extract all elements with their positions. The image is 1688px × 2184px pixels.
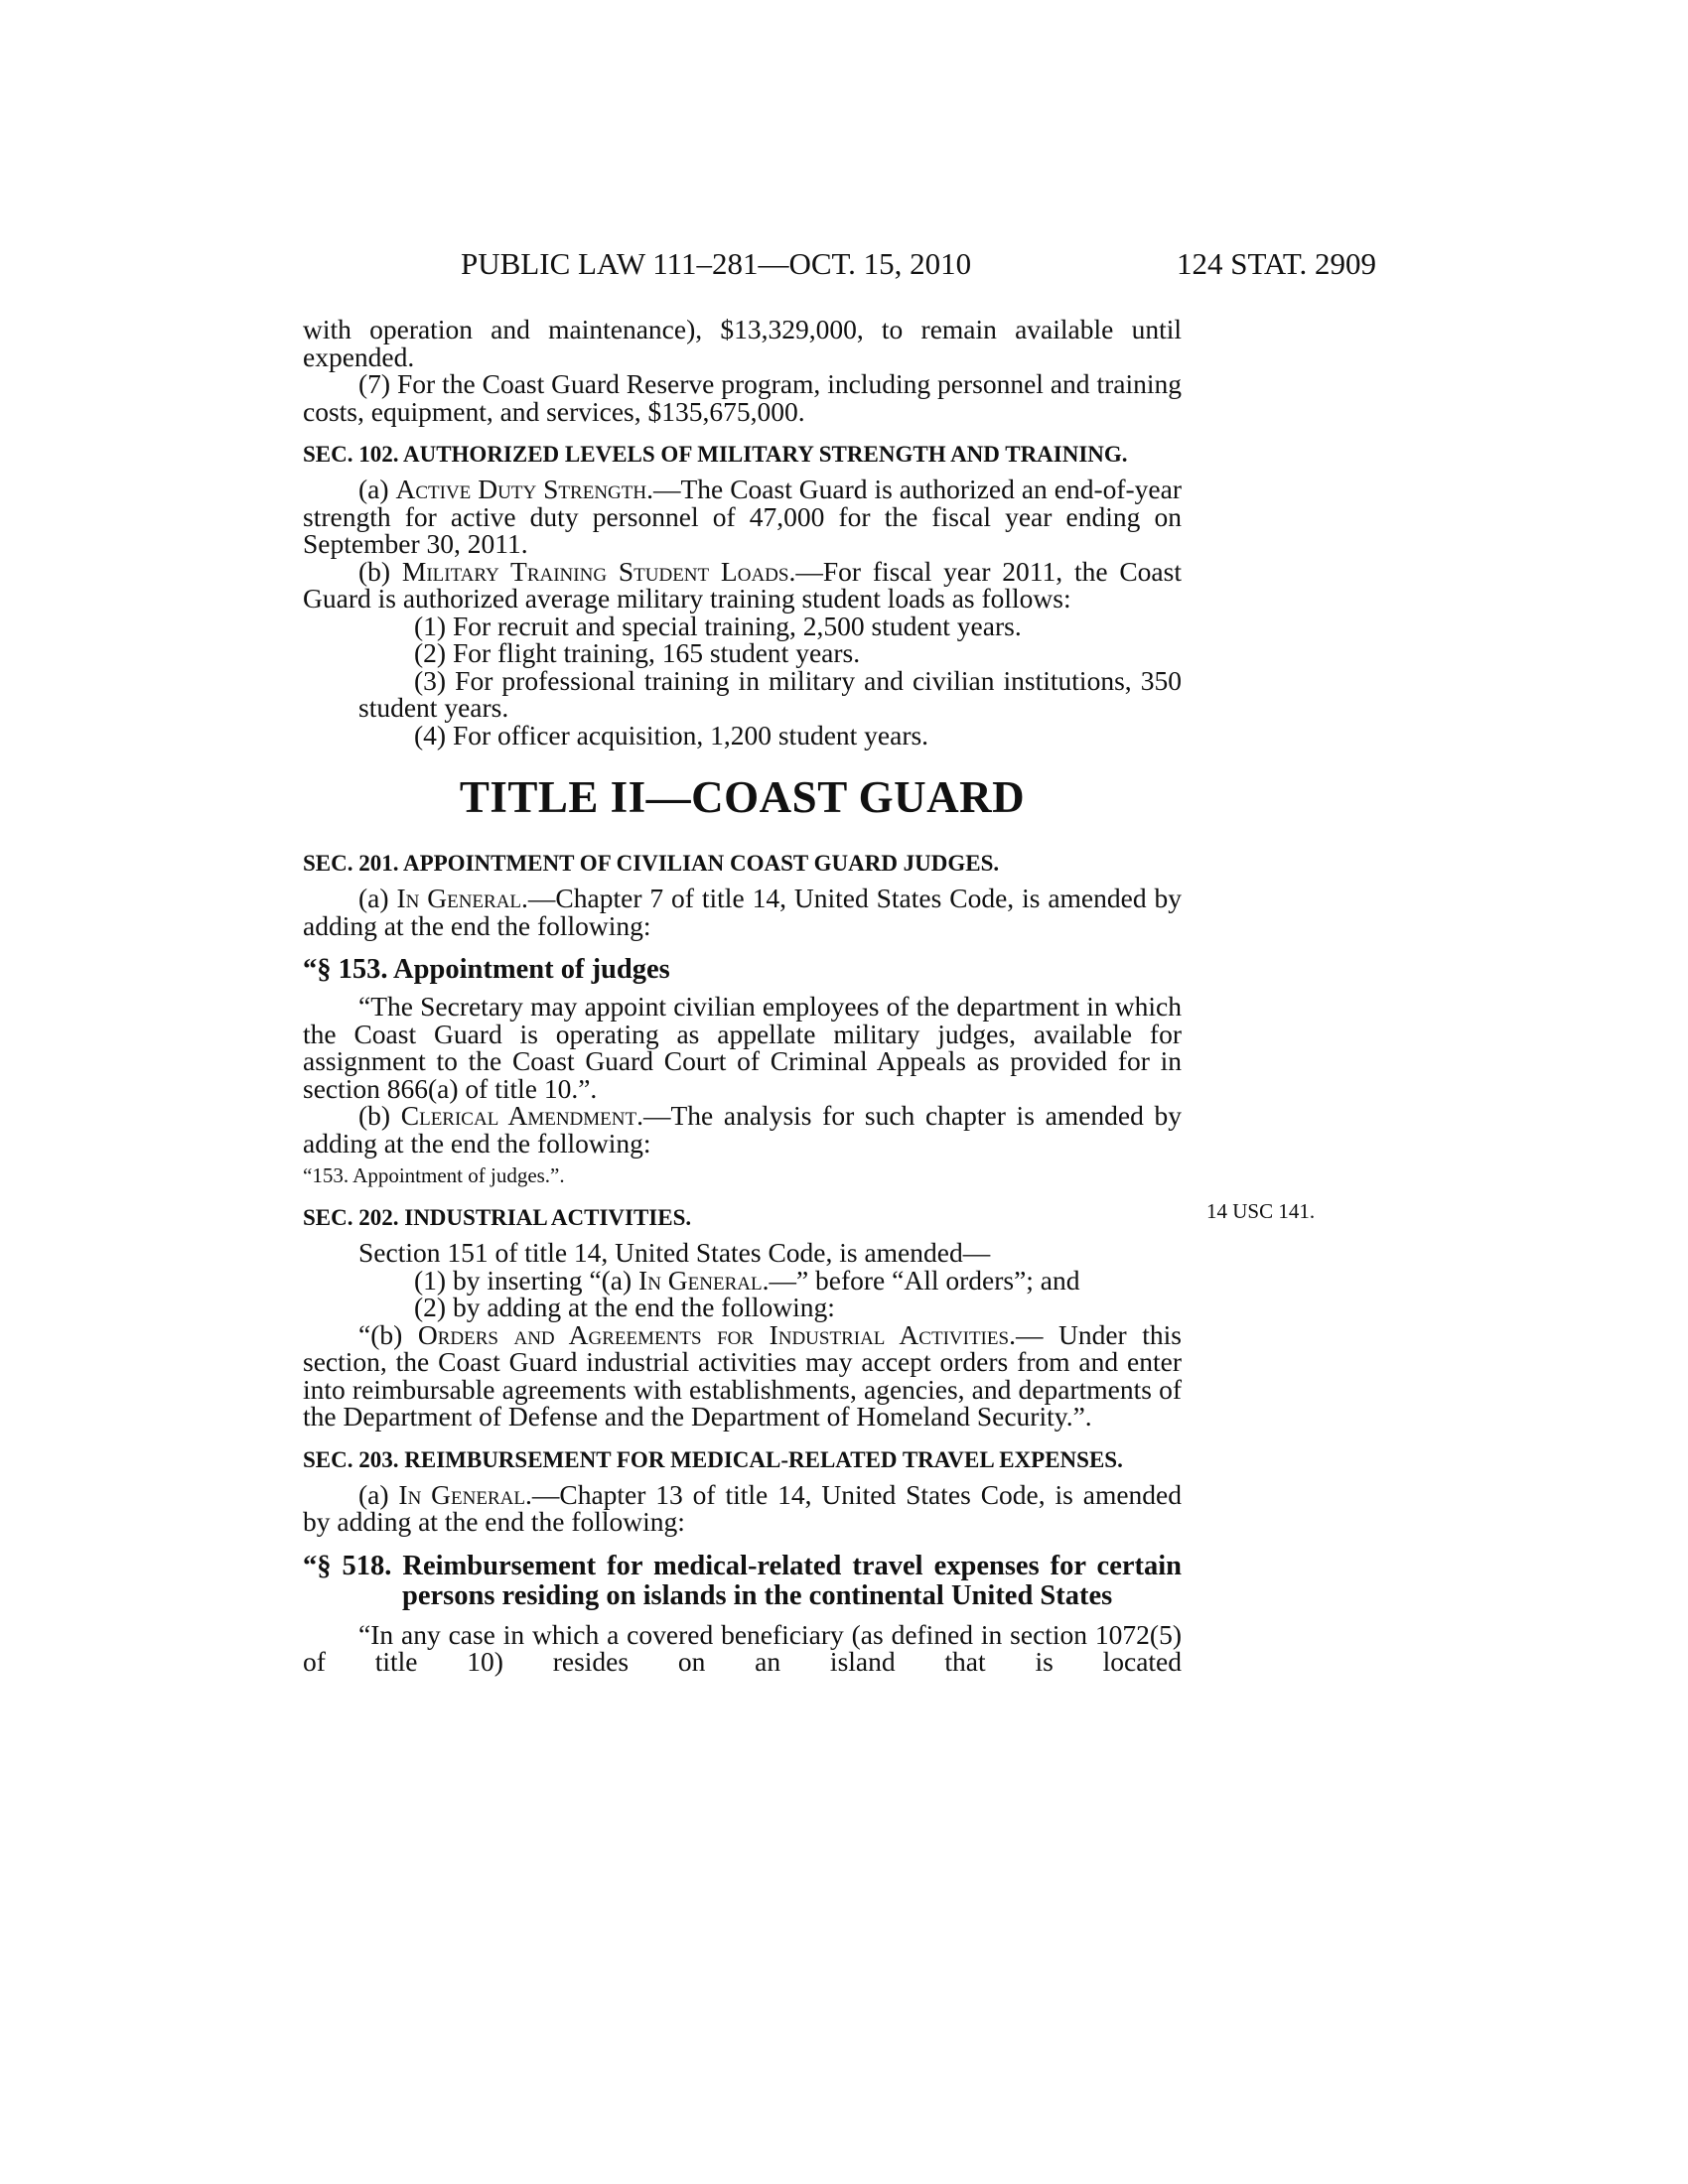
sec-203-a-heading: In General bbox=[398, 1478, 525, 1510]
sec-102-heading: SEC. 102. AUTHORIZED LEVELS OF MILITARY STRENGTH AND TRAINING. bbox=[303, 442, 1128, 467]
sec-201-b bbox=[303, 1102, 1182, 1157]
sec-203-a bbox=[303, 1478, 1182, 1537]
running-head: PUBLIC LAW 111–281—OCT. 15, 2010 bbox=[461, 246, 972, 281]
sec-203-a-text: .—Chapter 13 of title 14, United States Code, is amended by adding at the end the following: bbox=[303, 1478, 1182, 1537]
section-518-heading: “§ 518. Reimbursement for medical-related travel expenses for certain persons residing on islands in the continental United States bbox=[303, 1550, 1182, 1611]
sec-102-item-1: (1) For recruit and special training, 2,500 student years. bbox=[414, 610, 1022, 641]
sec-201-heading: SEC. 201. APPOINTMENT OF CIVILIAN COAST GUARD JUDGES. bbox=[303, 851, 1000, 876]
sec-201-b-lead: (b) bbox=[358, 1100, 401, 1131]
sec-102-a bbox=[303, 476, 1182, 558]
running-header bbox=[0, 246, 1688, 286]
section-153-text: “The Secretary may appoint civilian employees of the department in which the Coast Guard is operating as appellate military judges, available for assignment to the Coast Guard Court of Criminal Appeals as provided for in section 866(a) of title 10.”. bbox=[303, 991, 1182, 1104]
sec-202-item-1-b: .—” before “All orders”; and bbox=[762, 1264, 1080, 1296]
sec-202-item-1-heading: In General bbox=[638, 1264, 763, 1296]
sec-102-b-heading: Military Training Student Loads bbox=[401, 555, 789, 587]
sec-202-intro: Section 151 of title 14, United States Code, is amended— bbox=[358, 1237, 991, 1268]
sec-102-b-lead: (b) bbox=[358, 555, 402, 587]
continued-paragraph: with operation and maintenance), $13,329,000, to remain available until expended. bbox=[303, 314, 1182, 372]
sec-202-item-1 bbox=[303, 1264, 1182, 1296]
sec-102-item-2: (2) For flight training, 165 student years. bbox=[414, 637, 861, 668]
stat-page-number: 124 STAT. 2909 bbox=[1176, 246, 1376, 281]
sec-202-item-1-a: (1) by inserting “(a) bbox=[414, 1264, 639, 1296]
sec-201-a-lead: (a) bbox=[358, 883, 397, 913]
sec-201-a-text: .—Chapter 7 of title 14, United States Code, is amended by adding at the end the following: bbox=[303, 883, 1182, 941]
title-heading: TITLE II—COAST GUARD bbox=[459, 772, 1026, 822]
sec-201-b-heading: Clerical Amendment bbox=[400, 1100, 637, 1131]
sec-202-b-heading: Orders and Agreements for Industrial Activities bbox=[417, 1318, 1010, 1350]
section-518-text: “In any case in which a covered beneficiary (as defined in section 1072(5) of title 10) resides on an island that is located bbox=[303, 1618, 1182, 1677]
section-153-heading: “§ 153. Appointment of judges bbox=[303, 954, 670, 985]
sec-102-a-heading: Active Duty Strength bbox=[395, 474, 647, 504]
margin-note: 14 USC 141. bbox=[1206, 1199, 1316, 1223]
sec-102-a-text: .—The Coast Guard is authorized an end-of-year strength for active duty personnel of 47,000 for the fiscal year ending on September 30, 2011. bbox=[303, 474, 1182, 559]
sec-203-heading: SEC. 203. REIMBURSEMENT FOR MEDICAL-RELATED TRAVEL EXPENSES. bbox=[303, 1446, 1123, 1472]
sec-202-heading: SEC. 202. INDUSTRIAL ACTIVITIES. bbox=[303, 1205, 692, 1230]
sec-202-item-2: (2) by adding at the end the following: bbox=[414, 1292, 835, 1322]
sec-102-item-4: (4) For officer acquisition, 1,200 student years. bbox=[414, 719, 929, 751]
analysis-entry: “153. Appointment of judges.”. bbox=[303, 1163, 565, 1187]
sec-102-b-text: .—For fiscal year 2011, the Coast Guard is authorized average military training student loads as follows: bbox=[303, 555, 1182, 614]
sec-102-item-3: (3) For professional training in military and civilian institutions, 350 student years. bbox=[358, 664, 1182, 723]
sec-203-a-lead: (a) bbox=[358, 1478, 399, 1510]
sec-102-a-lead: (a) bbox=[358, 474, 396, 504]
sec-201-a bbox=[303, 885, 1182, 939]
sec-201-b-text: .—The analysis for such chapter is amended by adding at the end the following: bbox=[303, 1100, 1182, 1159]
sec-202-b bbox=[303, 1318, 1182, 1432]
sec-202-b-text: .— Under this section, the Coast Guard industrial activities may accept orders from and enter into reimbursable agreements with establishments, agencies, and departments of the Department of Defense and the Department of Homeland Security.”. bbox=[303, 1318, 1182, 1432]
page-body bbox=[303, 316, 1182, 1676]
sec-102-b bbox=[303, 555, 1182, 614]
sec-201-a-heading: In General bbox=[396, 883, 522, 913]
sec-202-b-lead: “(b) bbox=[358, 1318, 418, 1350]
paragraph-7: (7) For the Coast Guard Reserve program, including personnel and training costs, equipment, and services, $135,675,000. bbox=[303, 368, 1182, 427]
